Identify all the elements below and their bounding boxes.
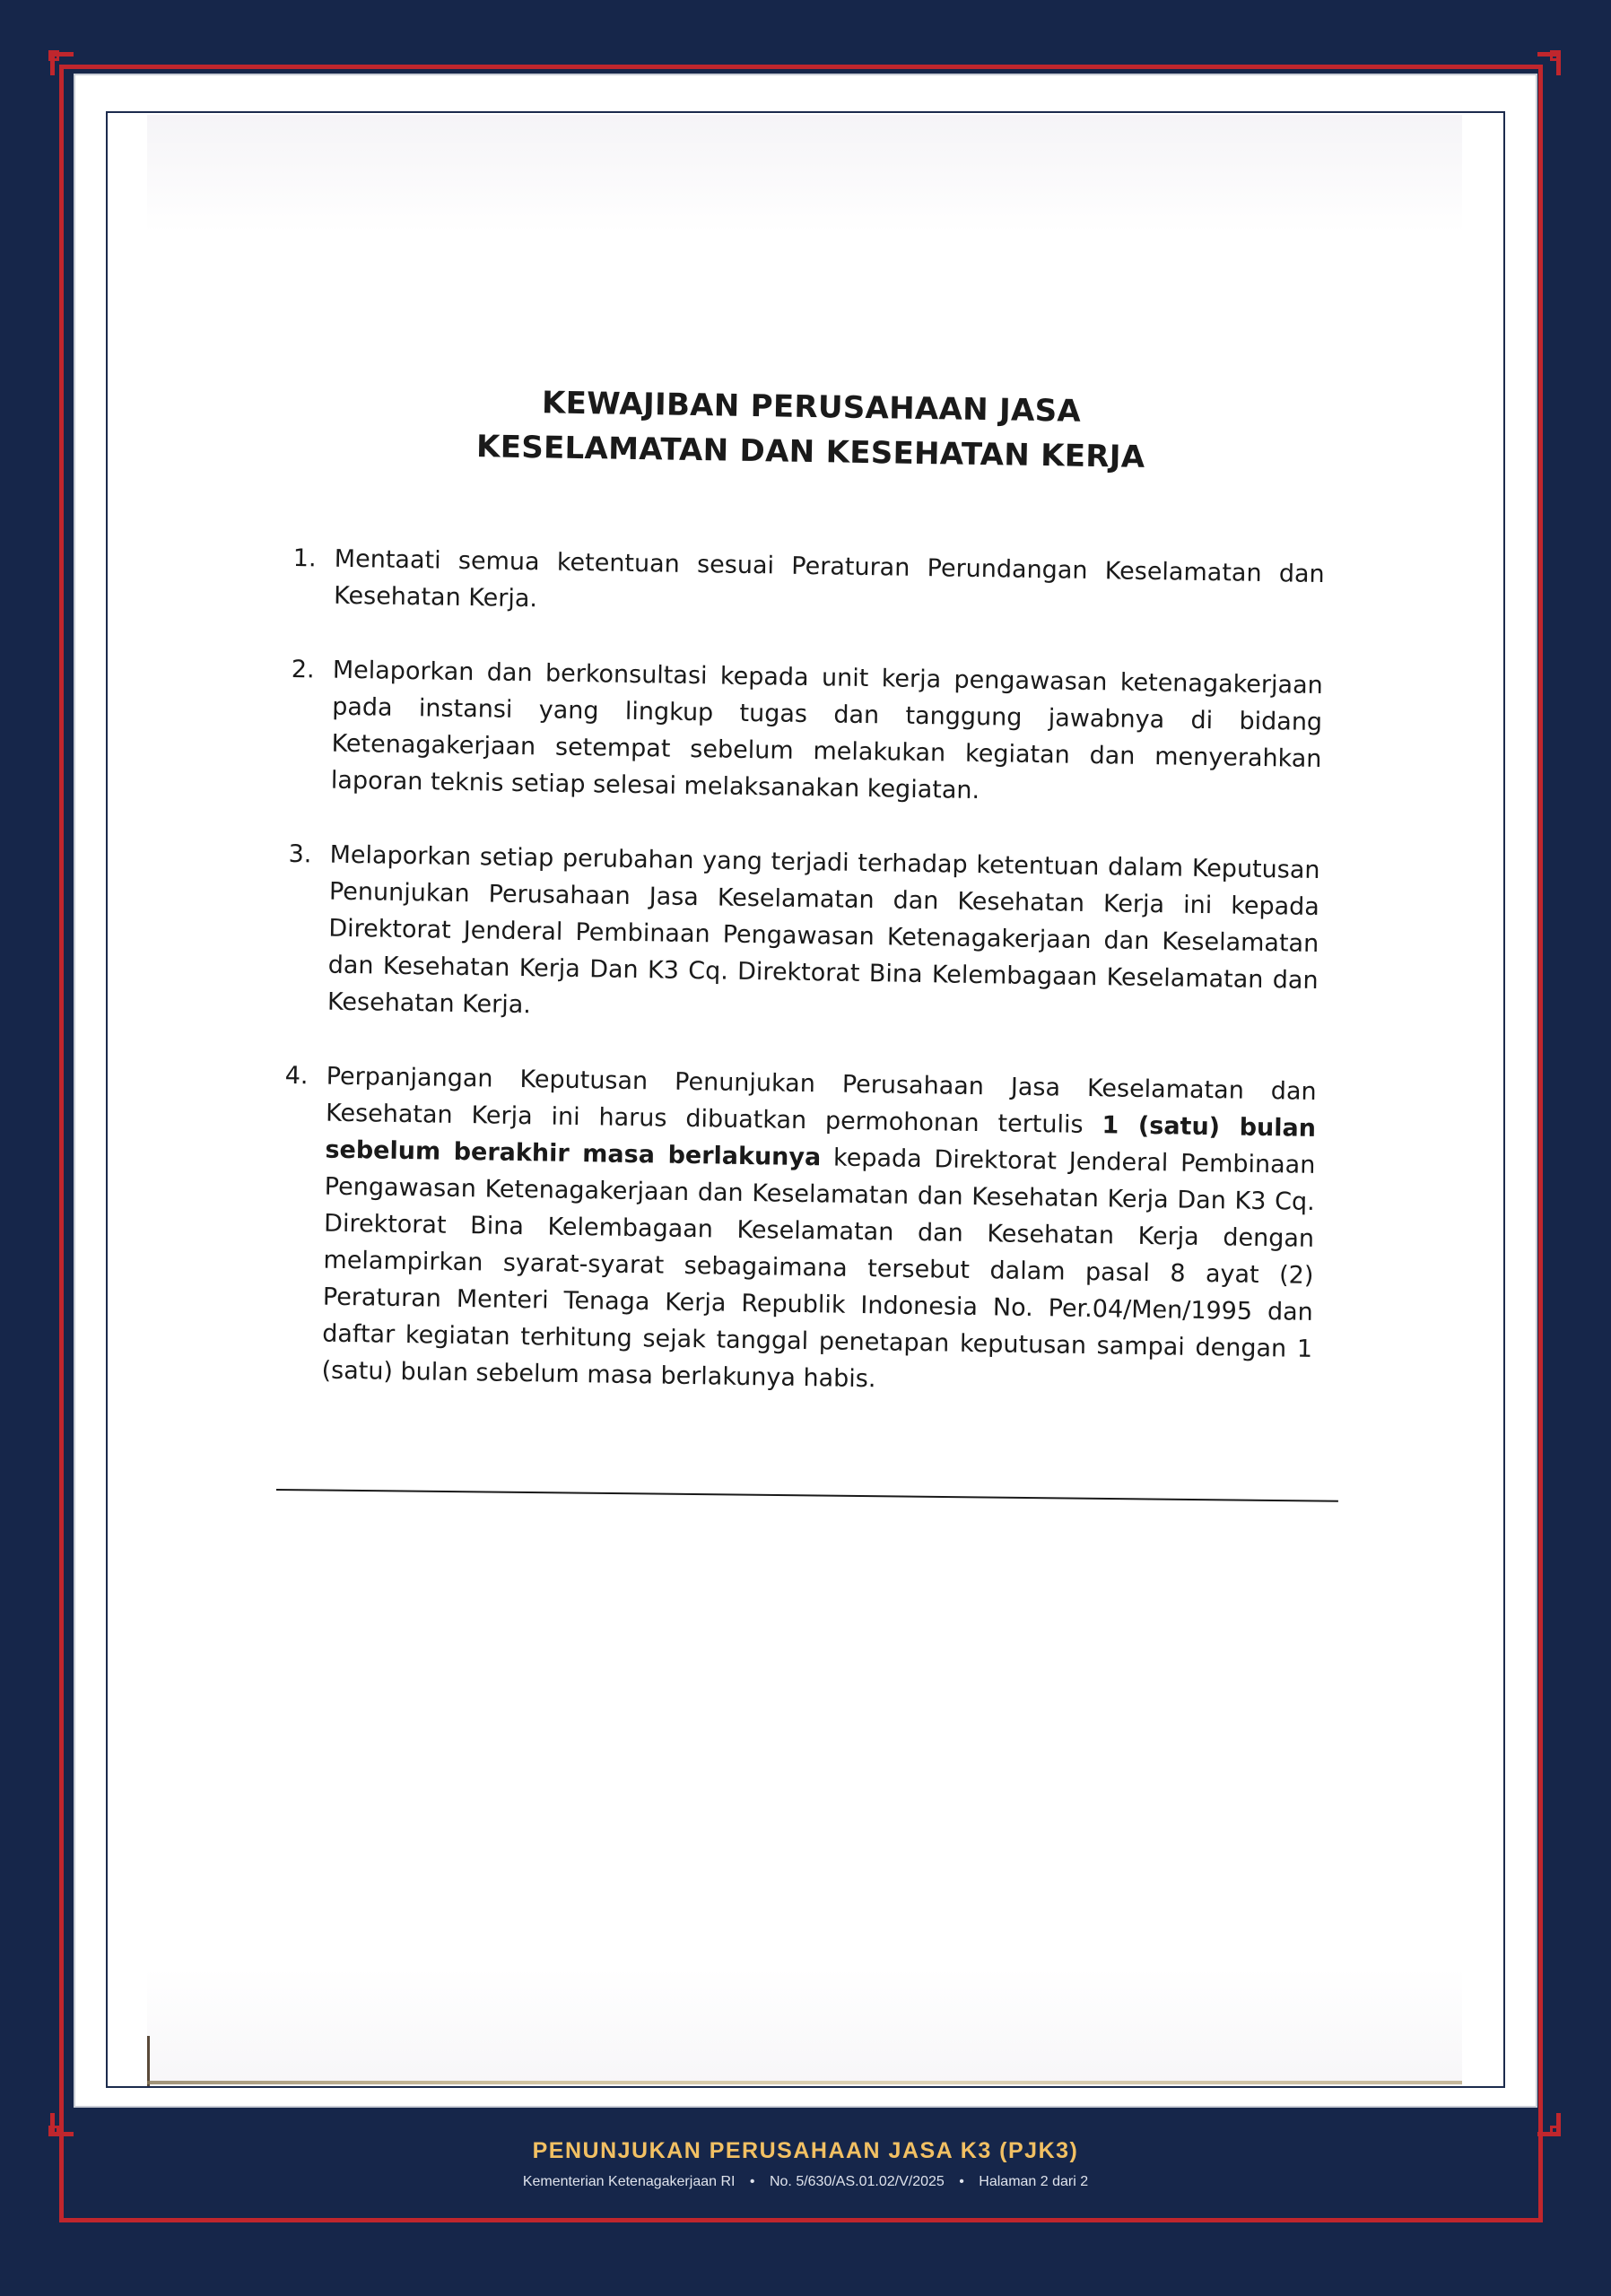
footer-meta: [0, 2174, 1611, 2190]
list-item: [286, 836, 1320, 1036]
list-item: [280, 1057, 1317, 1405]
footer-title: PENUNJUKAN PERUSAHAAN JASA K3 (PJK3): [532, 2138, 1079, 2163]
item-text: Mentaati semua ketentuan sesuai Peraturan Perundangan Keselamatan dan Kesehatan Kerja.: [333, 544, 1325, 613]
title-line-1: KEWAJIBAN PERUSAHAAN JASA: [541, 385, 1082, 430]
item-text-bold: 1 (satu) bulan sebelum berakhir masa berlakunya: [325, 1111, 1317, 1172]
document-title: [294, 377, 1327, 483]
item-text: Melaporkan dan berkonsultasi kepada unit kerja pengawasan ketenagakerjaan pada instansi yang lingkup tugas dan tanggung jawabnya di bidang Ketenagakerjaan setempat sebelum melakukan kegiatan dan menyerahkan laporan teknis setiap selesai melaksanakan kegiatan.: [330, 656, 1323, 805]
scan-edge-left: [147, 2036, 150, 2086]
footer-separator: •: [959, 2174, 964, 2189]
title-line-2: KESELAMATAN DAN KESEHATAN KERJA: [475, 429, 1145, 475]
list-item: [292, 540, 1325, 630]
corner-square-bottom-left: [48, 2126, 59, 2136]
document-content: [280, 377, 1328, 1442]
list-item: [290, 651, 1323, 814]
scan-edge-bottom: [147, 2081, 1462, 2084]
item-text-part: kepada Direktorat Jenderal Pembinaan Pengawasan Ketenagakerjaan dan Keselamatan dan Kesehatan Kerja Dan K3 Cq. Direktorat Bina Kelembagaan Keselamatan dan Kesehatan Kerja dengan melampirkan syarat-syarat sebagaimana tersebut dalam pasal 8 ayat (2) Peraturan Menteri Tenaga Kerja Republik Indonesia No. Per.04/Men/1995 dan daftar kegiatan terhitung sejak tanggal penetapan keputusan sampai dengan 1 (satu) bulan sebelum masa berlakunya habis.: [321, 1144, 1316, 1394]
footer-ministry: Kementerian Ketenagakerjaan RI: [522, 2174, 736, 2189]
footer-number: No. 5/630/AS.01.02/V/2025: [769, 2174, 945, 2189]
footer-page: Halaman 2 dari 2: [979, 2174, 1089, 2189]
corner-square-top-right: [1550, 50, 1561, 61]
item-text: Melaporkan setiap perubahan yang terjadi terhadap ketentuan dalam Keputusan Penunjukan Perusahaan Jasa Keselamatan dan Kesehatan Kerja ini kepada Direktorat Jenderal Pembinaan Pengawasan Ketenagakerjaan dan Keselamatan dan Kesehatan Kerja Dan K3 Cq. Direktorat Bina Kelembagaan Keselamatan dan Kesehatan Kerja.: [327, 840, 1320, 1020]
corner-square-bottom-right: [1550, 2126, 1561, 2136]
item-number: 4.: [284, 1061, 309, 1091]
item-number: 1.: [292, 544, 317, 573]
corner-square-top-left: [48, 50, 59, 61]
obligation-list: [280, 540, 1325, 1405]
item-text: [321, 1063, 1317, 1394]
item-text-part: Perpanjangan Keputusan Penunjukan Perusahaan Jasa Keselamatan dan Kesehatan Kerja ini harus dibuatkan permohonan tertulis: [325, 1062, 1317, 1140]
item-number: 2.: [291, 655, 315, 684]
item-number: 3.: [288, 839, 312, 869]
footer-separator: •: [749, 2174, 755, 2189]
